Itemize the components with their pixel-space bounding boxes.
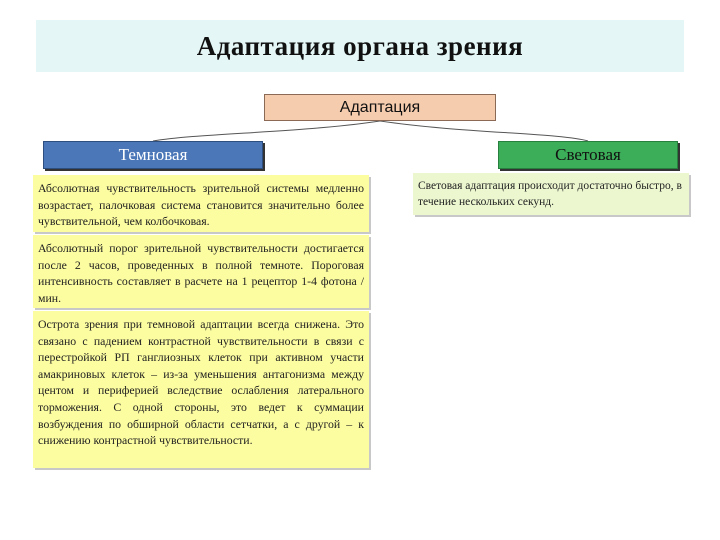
- branch-light-adaptation: Световая: [498, 141, 678, 169]
- note-text: Острота зрения при темновой адаптации всегда снижена. Это связано с падением контрастной чувствительности в связи с перестройкой РП ганглиозных клеток при активном участи амакриновых клеток – из-за уменьшения антагонизма между центом и периферией вследствие ослабления латерального торможения. С одной стороны, это ведет к суммации возбуждения по обширной области сетчатки, а с другой – к снижению контрастной чувствительности.: [38, 317, 364, 448]
- note-text: Абсолютный порог зрительной чувствительности достигается после 2 часов, проведенных в полной темноте. Пороговая интенсивность составляет в расчете на 1 рецептор 1-4 фотона / мин.: [38, 241, 364, 305]
- dark-note-acuity: [33, 311, 369, 468]
- page-title: Адаптация органа зрения: [36, 20, 684, 72]
- note-text: Световая адаптация происходит достаточно быстро, в течение нескольких секунд.: [418, 180, 682, 208]
- light-note-speed: [413, 173, 689, 215]
- root-node-adaptation: Адаптация: [264, 94, 496, 121]
- dark-note-sensitivity: [33, 175, 369, 232]
- note-text: Абсолютная чувствительность зрительной системы медленно возрастает, палочковая система становится значительно более чувствительной, чем колбочковая.: [38, 181, 364, 229]
- branch-dark-adaptation: Темновая: [43, 141, 263, 169]
- connector-to-dark: [153, 121, 380, 141]
- connector-to-light: [380, 121, 588, 141]
- dark-note-threshold: [33, 235, 369, 308]
